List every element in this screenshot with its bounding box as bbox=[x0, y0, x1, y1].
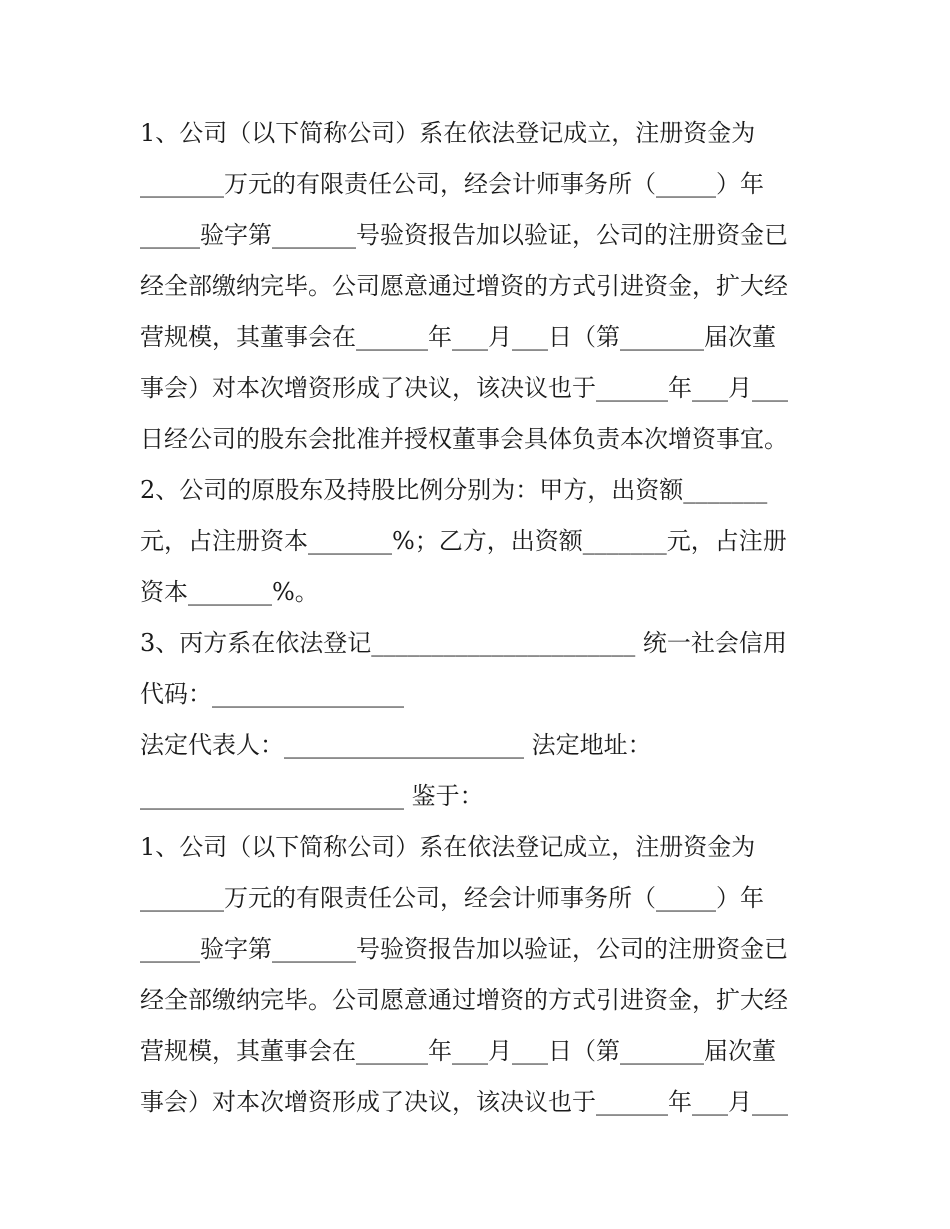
text-line: 1、公司（以下简称公司）系在依法登记成立，注册资金为 bbox=[140, 833, 756, 861]
text-line: 代码：________________ bbox=[140, 680, 404, 708]
text-line: 法定代表人：____________________ 法定地址： bbox=[140, 731, 652, 759]
text-line: _____验字第_______号验资报告加以验证，公司的注册资金已 bbox=[140, 935, 788, 963]
document-body bbox=[140, 108, 820, 1128]
text-line: 营规模，其董事会在______年___月___日（第_______届次董 bbox=[140, 1037, 776, 1065]
text-line: 事会）对本次增资形成了决议，该决议也于______年___月___ bbox=[140, 374, 788, 402]
text-line: _______万元的有限责任公司，经会计师事务所（_____）年 bbox=[140, 884, 764, 912]
text-line: 1、公司（以下简称公司）系在依法登记成立，注册资金为 bbox=[140, 119, 756, 147]
text-line: 事会）对本次增资形成了决议，该决议也于______年___月___ bbox=[140, 1088, 788, 1116]
text-line: _____验字第_______号验资报告加以验证，公司的注册资金已 bbox=[140, 221, 788, 249]
text-line: 资本_______%。 bbox=[140, 578, 319, 606]
text-line: 经全部缴纳完毕。公司愿意通过增资的方式引进资金，扩大经 bbox=[140, 272, 788, 300]
text-line: 营规模，其董事会在______年___月___日（第_______届次董 bbox=[140, 323, 776, 351]
text-line: 经全部缴纳完毕。公司愿意通过增资的方式引进资金，扩大经 bbox=[140, 986, 788, 1014]
text-line: 日经公司的股东会批准并授权董事会具体负责本次增资事宜。 bbox=[140, 425, 788, 453]
text-line: _______万元的有限责任公司，经会计师事务所（_____）年 bbox=[140, 170, 764, 198]
text-line: ______________________ 鉴于： bbox=[140, 782, 484, 810]
text-line: 3、丙方系在依法登记______________________ 统一社会信用 bbox=[140, 629, 787, 657]
text-line: 2、公司的原股东及持股比例分别为：甲方，出资额_______ bbox=[140, 476, 768, 504]
text-line: 元，占注册资本_______%；乙方，出资额_______元，占注册 bbox=[140, 527, 787, 555]
